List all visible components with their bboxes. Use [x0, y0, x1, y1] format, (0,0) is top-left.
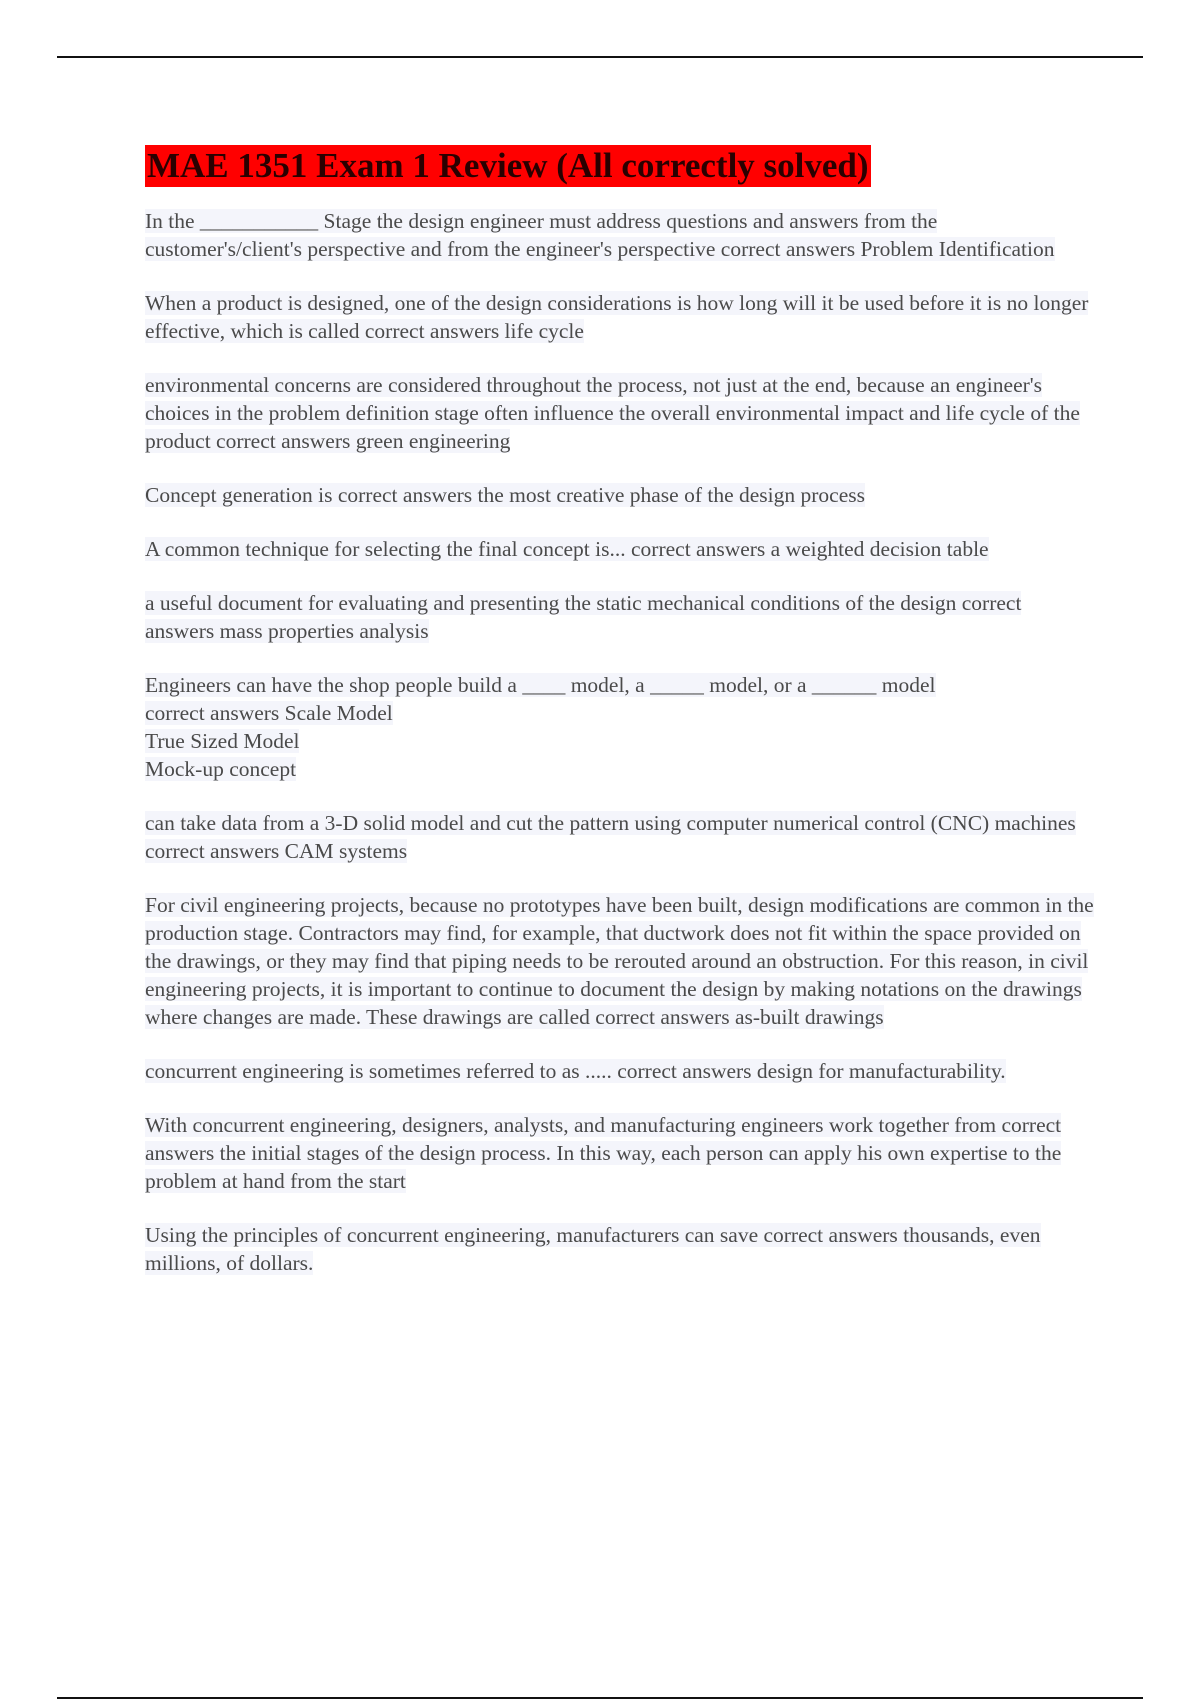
top-rule [57, 56, 1143, 58]
qa-item-6: a useful document for evaluating and presenting the static mechanical conditions of the design correct answers mass properties analysis [145, 591, 1022, 643]
qa-item-2: When a product is designed, one of the design considerations is how long will it be used before it is no longer effective, which is called correct answers life cycle [145, 291, 1089, 343]
qa-item-12: Using the principles of concurrent engineering, manufacturers can save correct answers thousands, even millions, of dollars. [145, 1223, 1041, 1275]
qa-item-10: concurrent engineering is sometimes referred to as ..... correct answers design for manufacturability. [145, 1059, 1006, 1083]
qa-item-1: In the ___________ Stage the design engineer must address questions and answers from the customer's/client's perspective and from the engineer's perspective correct answers Problem Identification [145, 209, 1055, 261]
qa-item-7-line-2: correct answers Scale Model [145, 701, 393, 725]
document-body [145, 145, 1095, 1303]
document-title: MAE 1351 Exam 1 Review (All correctly solved) [147, 146, 869, 185]
qa-item-4: Concept generation is correct answers the most creative phase of the design process [145, 483, 865, 507]
qa-item-7-line-3: True Sized Model [145, 729, 300, 753]
qa-item-7 [145, 671, 1095, 783]
qa-item-9: For civil engineering projects, because no prototypes have been built, design modifications are common in the production stage. Contractors may find, for example, that ductwork does not fit within the space provided on the drawings, or they may find that piping needs to be rerouted around an obstruction. For this reason, in civil engineering projects, it is important to continue to document the design by making notations on the drawings where changes are made. These drawings are called correct answers as-built drawings [145, 893, 1094, 1029]
bottom-rule [57, 1697, 1143, 1699]
qa-item-11: With concurrent engineering, designers, analysts, and manufacturing engineers work together from correct answers the initial stages of the design process. In this way, each person can apply his own expertise to the problem at hand from the start [145, 1113, 1062, 1193]
title-wrap [145, 145, 1095, 187]
qa-item-7-line-1: Engineers can have the shop people build a ____ model, a _____ model, or a ______ model [145, 673, 936, 697]
qa-item-7-line-4: Mock-up concept [145, 757, 297, 781]
qa-item-3: environmental concerns are considered throughout the process, not just at the end, because an engineer's choices in the problem definition stage often influence the overall environmental impact and life cycle of the product correct answers green engineering [145, 373, 1080, 453]
qa-item-5: A common technique for selecting the final concept is... correct answers a weighted decision table [145, 537, 989, 561]
qa-item-8: can take data from a 3-D solid model and cut the pattern using computer numerical control (CNC) machines correct answers CAM systems [145, 811, 1076, 863]
